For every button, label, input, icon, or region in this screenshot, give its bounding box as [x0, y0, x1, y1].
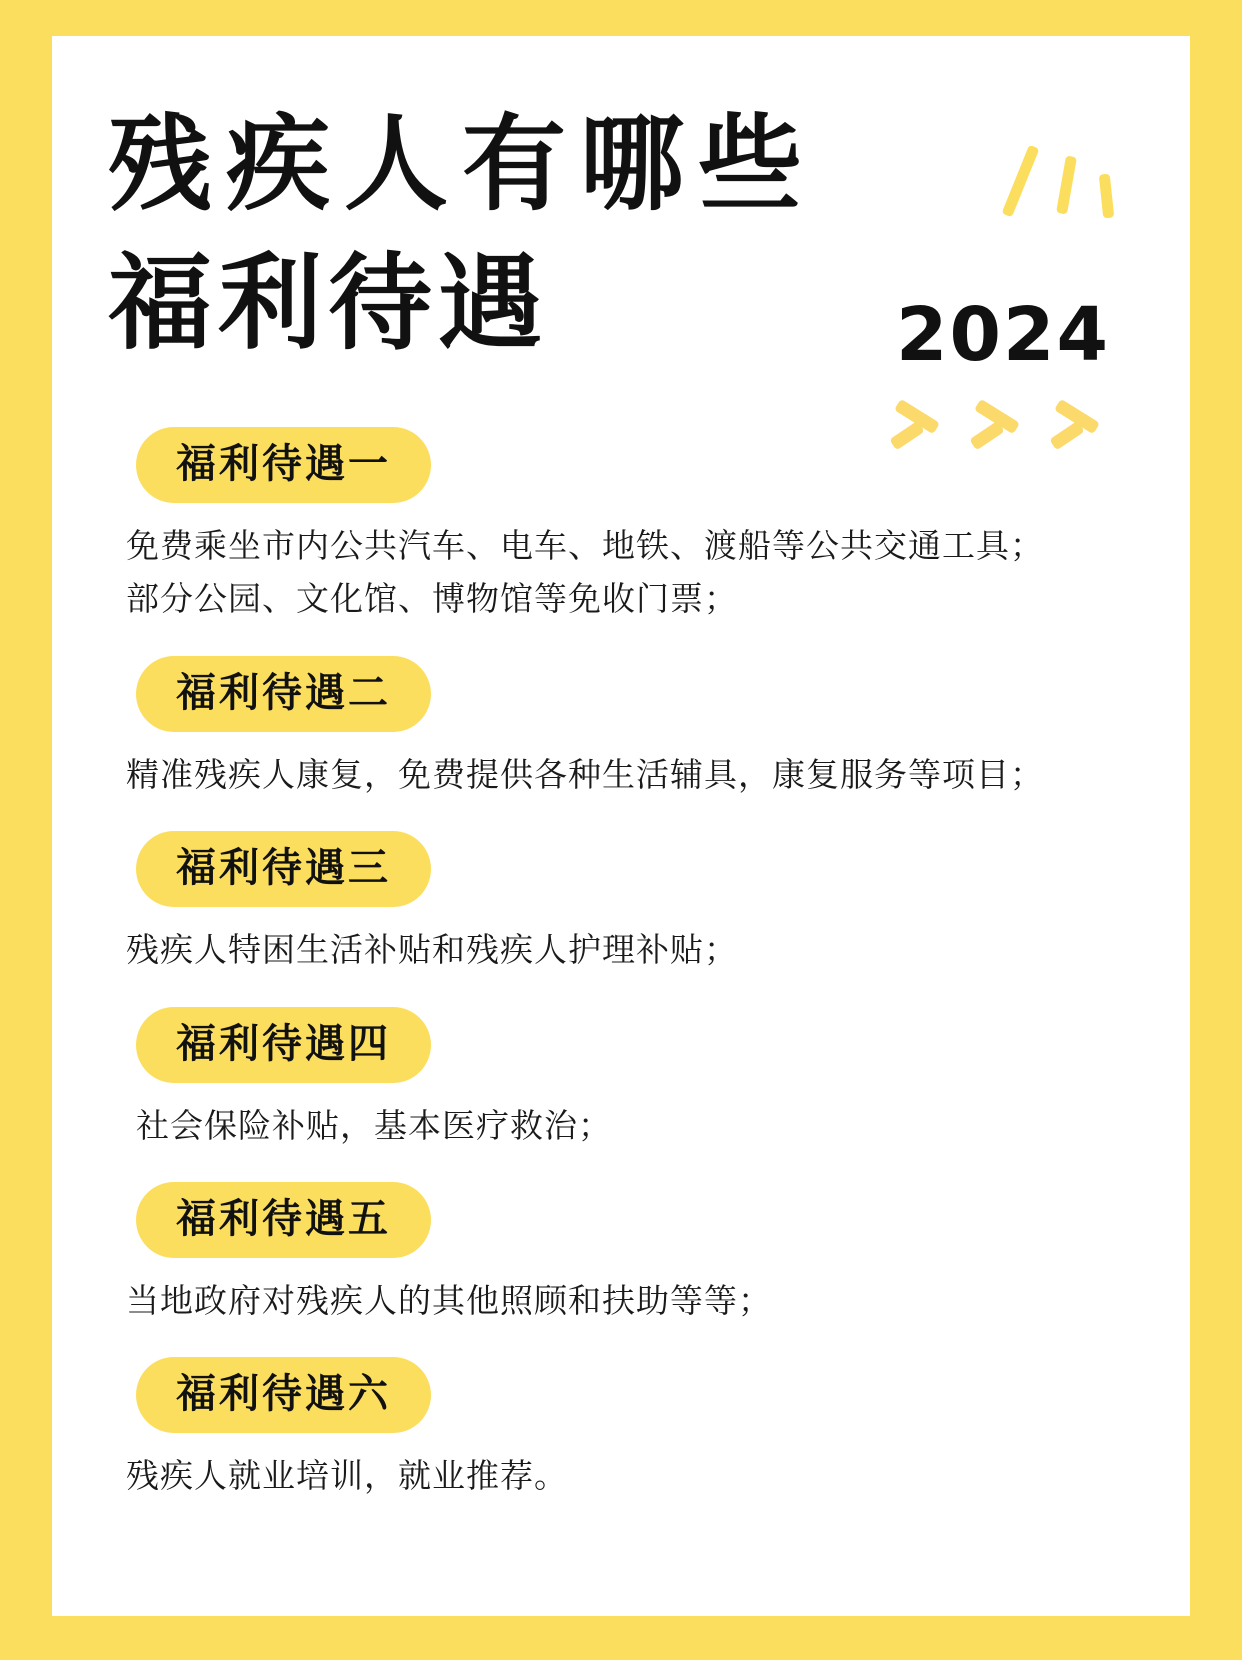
benefit-section — [108, 656, 1134, 801]
benefit-body — [126, 519, 1134, 626]
benefit-section — [108, 427, 1134, 626]
benefit-section — [108, 1182, 1134, 1327]
benefit-section-list — [108, 427, 1134, 1503]
page-title-line-2 — [108, 235, 548, 374]
benefit-body-line: 残疾人特困生活补贴和残疾人护理补贴； — [126, 931, 738, 969]
chevron-left-icon — [1050, 396, 1104, 450]
page-title-line-1: 残疾人有哪些 — [108, 107, 817, 223]
benefit-body-line: 残疾人就业培训，就业推荐。 — [126, 1457, 568, 1495]
benefit-section — [108, 1357, 1134, 1502]
year-label: 2024 — [896, 292, 1110, 378]
benefit-body-line: 部分公园、文化馆、博物馆等免收门票； — [126, 580, 738, 618]
arrow-decoration-group — [890, 396, 1104, 450]
status-badge: 福利待遇三 — [136, 831, 431, 907]
title-block — [108, 96, 1134, 378]
benefit-section — [108, 1007, 1134, 1152]
title-underline-highlight — [152, 363, 470, 381]
benefit-body-line: 当地政府对残疾人的其他照顾和扶助等等； — [126, 1281, 772, 1319]
benefit-body-line: 社会保险补贴，基本医疗救治； — [136, 1106, 612, 1144]
benefit-body-line: 免费乘坐市内公共汽车、电车、地铁、渡船等公共交通工具； — [126, 526, 1044, 564]
status-badge: 福利待遇一 — [136, 427, 431, 503]
benefit-body-line: 精准残疾人康复，免费提供各种生活辅具，康复服务等项目； — [126, 755, 1044, 793]
chevron-left-icon — [890, 396, 944, 450]
chevron-left-icon — [970, 396, 1024, 450]
benefit-body — [126, 923, 1134, 976]
poster-card — [52, 36, 1190, 1616]
status-badge: 福利待遇四 — [136, 1007, 431, 1083]
benefit-body — [126, 1449, 1134, 1502]
status-badge: 福利待遇六 — [136, 1357, 431, 1433]
benefit-body — [126, 1274, 1134, 1327]
page-title-line-2-text: 福利待遇 — [108, 246, 549, 363]
benefit-body — [136, 1099, 1134, 1152]
status-badge: 福利待遇二 — [136, 656, 431, 732]
status-badge: 福利待遇五 — [136, 1182, 431, 1258]
benefit-body — [126, 748, 1134, 801]
benefit-section — [108, 831, 1134, 976]
